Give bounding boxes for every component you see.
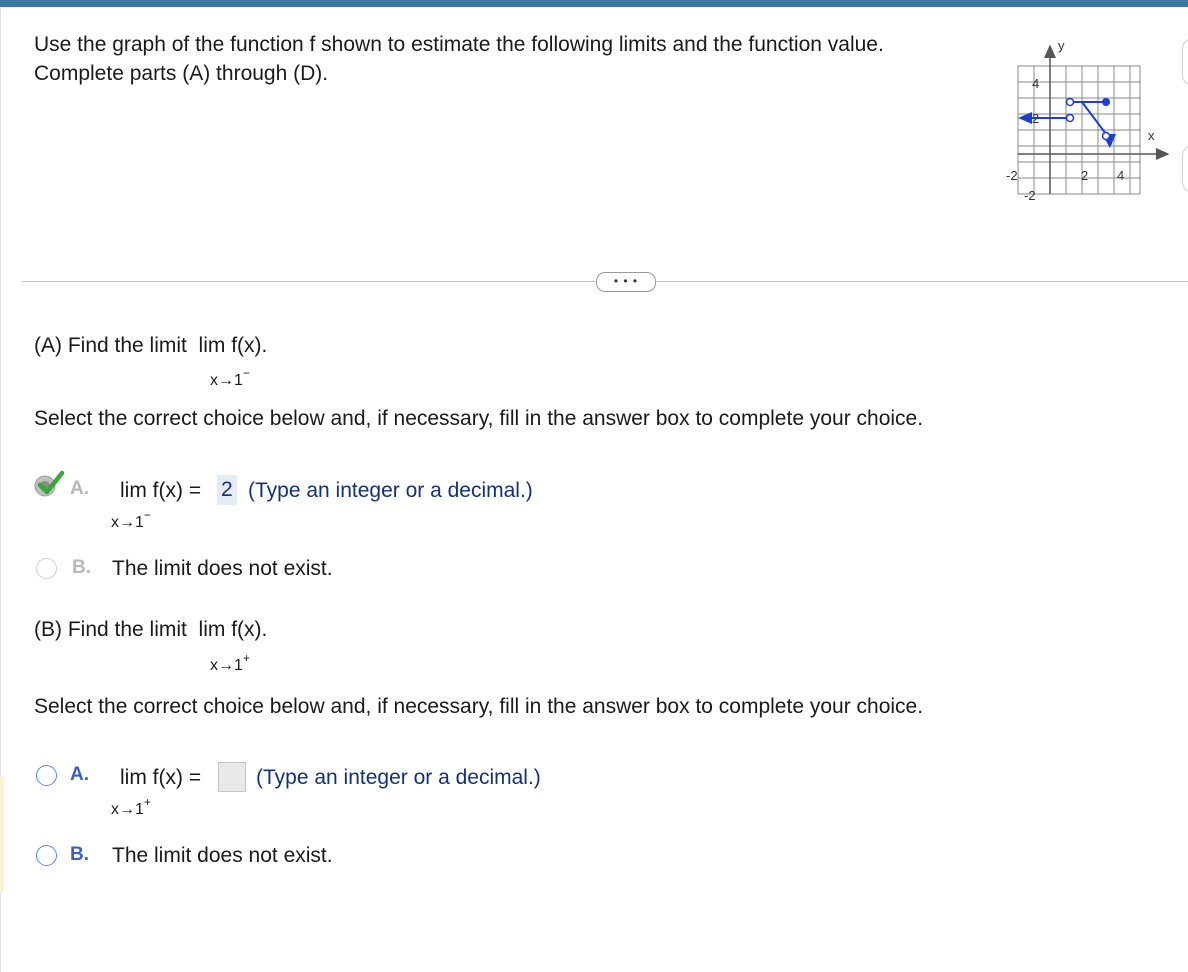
partB-choiceA-radio[interactable] [36, 765, 57, 786]
partB-instruction: Select the correct choice below and, if necessary, fill in the answer box to complete your choice. [34, 695, 924, 718]
partB-choiceB-radio[interactable] [36, 845, 57, 866]
check-icon[interactable] [34, 469, 74, 499]
partB-answer-input[interactable] [218, 762, 246, 792]
y-tick-label: 2 [1032, 111, 1040, 126]
partA-choiceA-lim: lim f(x) = [120, 479, 202, 502]
y-axis-label: y [1058, 38, 1065, 53]
partB-choiceB-letter: B. [70, 844, 89, 865]
side-button[interactable] [1182, 38, 1188, 86]
closed-point [1102, 98, 1110, 106]
partB-subscript: x→1+ [210, 651, 250, 674]
partA-heading-prefix: (A) Find the limit [34, 334, 187, 357]
left-accent [0, 777, 4, 892]
x-tick-label: 2 [1081, 168, 1089, 183]
function-graph [1000, 30, 1188, 210]
y-tick-label: 4 [1032, 76, 1040, 91]
partA-choiceB-letter: B. [72, 557, 91, 578]
partA-instruction: Select the correct choice below and, if necessary, fill in the answer box to complete your choice. [34, 407, 924, 430]
partB-choiceA-letter: A. [70, 764, 89, 785]
open-point [1103, 133, 1110, 140]
partA-choiceA-hint: (Type an integer or a decimal.) [248, 479, 533, 502]
x-axis-label: x [1148, 128, 1155, 143]
partB-choiceA-subscript: x→1+ [111, 795, 151, 818]
open-point [1067, 99, 1074, 106]
partB-heading-prefix: (B) Find the limit [34, 618, 187, 641]
partA-choiceB-text: The limit does not exist. [112, 557, 333, 580]
side-button[interactable] [1182, 145, 1188, 193]
partA-choiceA-letter: A. [70, 478, 89, 499]
partA-subscript: x→1− [210, 366, 250, 389]
partA-heading [34, 334, 267, 358]
x-tick-label: -2 [1006, 168, 1018, 183]
more-button[interactable]: • • • [596, 272, 656, 292]
question-prompt: Use the graph of the function f shown to estimate the following limits and the function value. Complete parts (A) through (D). [34, 33, 884, 85]
partB-choiceB-text: The limit does not exist. [112, 844, 333, 867]
partB-choiceA-lim: lim f(x) = [120, 766, 202, 789]
partB-choiceA-hint: (Type an integer or a decimal.) [256, 766, 541, 789]
partB-heading [34, 618, 267, 642]
y-tick-label: -2 [1024, 188, 1036, 203]
partA-choiceA-subscript: x→1− [111, 508, 151, 531]
top-bar [0, 0, 1188, 7]
partA-limit-expr: lim f(x). [198, 334, 268, 357]
open-point [1067, 115, 1074, 122]
x-tick-label: 4 [1117, 168, 1125, 183]
partA-choiceB-radio[interactable] [36, 558, 57, 579]
partA-answer-box[interactable]: 2 [217, 475, 237, 505]
partB-limit-expr: lim f(x). [198, 618, 268, 641]
